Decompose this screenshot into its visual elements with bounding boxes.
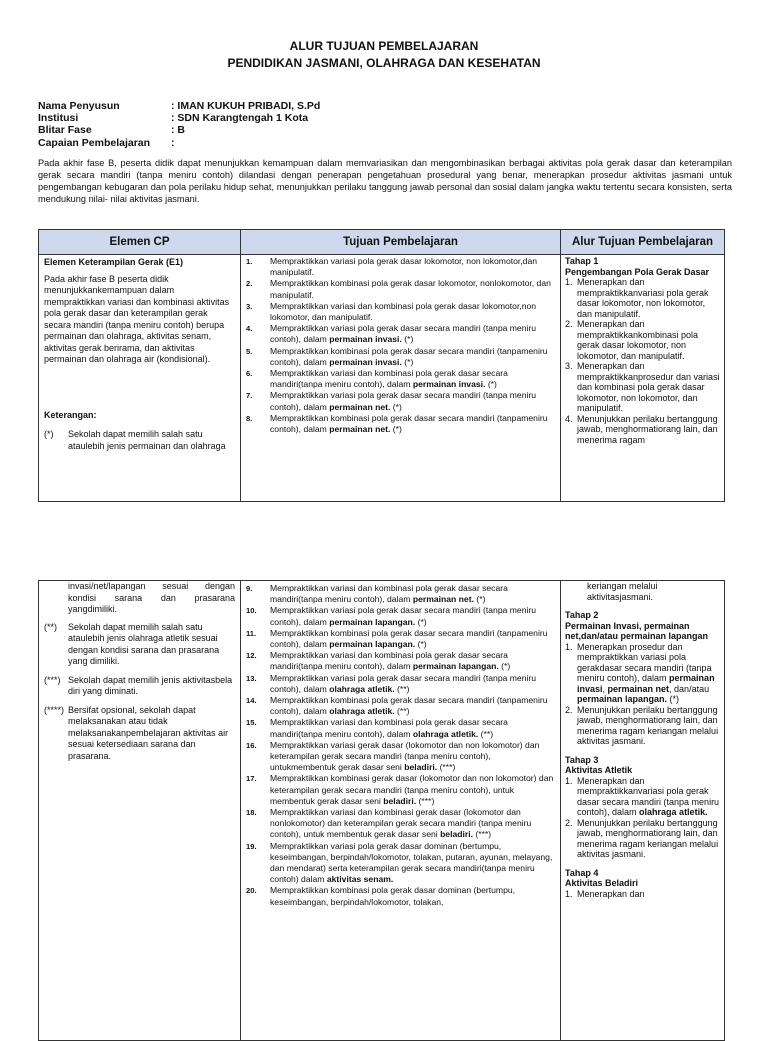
emphasis-text: permainan net. (412, 594, 474, 605)
emphasis-text: permainan net. (329, 424, 391, 435)
tujuan-text (270, 323, 557, 345)
tujuan-item (244, 413, 557, 435)
item-text: Menerapkan dan mempraktikkanvariasi pola gerak dasar lokomotor, non lokomotor, dan manipulatif. (577, 277, 709, 319)
item-text: (*) (667, 694, 680, 704)
emphasis-text: permainan invasi. (329, 334, 402, 345)
item-text: (*) (498, 661, 511, 672)
item-text: (*) (401, 356, 414, 367)
tujuan-text (270, 841, 557, 886)
tujuan-number: 2. (246, 279, 253, 289)
tujuan-cell (241, 255, 561, 502)
tujuan-text (270, 368, 557, 390)
atp-table-page-2 (38, 580, 725, 1041)
tujuan-text (270, 695, 557, 717)
tahap-text (577, 776, 720, 818)
tahap-3-subtitle: Aktivitas Atletik (565, 765, 633, 775)
item-text: Menunjukkan perilaku bertanggung jawab, menghormatiorang lain, dan menerima ragam (577, 413, 718, 445)
tujuan-text (270, 650, 557, 672)
elemen-description: Pada akhir fase B peserta didik menunjukkankemampuan dalam mempraktikkan variasi dan kombinasi aktivitas pola gerak dasar dan keterampilan gerak secara mandiri (tanpa meniru contoh) berupa permainan dan olahraga, aktivitas senam, aktivitas gerak berirama, dan aktivitas permainan dan olahraga air (kondisional). (44, 273, 230, 364)
tahap-item (565, 414, 720, 446)
tujuan-text (270, 717, 557, 739)
document-page-1 (0, 0, 768, 520)
tahap-number: 3. (565, 361, 573, 371)
item-text: (*) (415, 616, 427, 627)
atp-table-page-1 (38, 229, 725, 502)
tahap-3-list (565, 776, 720, 860)
keterangan-item (44, 622, 235, 668)
keterangan-mark: (***) (44, 674, 61, 685)
item-text: , (602, 683, 608, 694)
tujuan-item (244, 740, 557, 774)
tujuan-item (244, 368, 557, 390)
tujuan-list-cont (244, 583, 557, 908)
tujuan-number: 14. (246, 696, 257, 706)
tujuan-item (244, 695, 557, 717)
tahap-number: 4. (565, 413, 573, 424)
item-text: Mempraktikkan kombinasi gerak dasar (lokomotor dan non lokomotor) dan keterampilan gerak secara mandiri (tanpa meniru contoh), untuk membentuk gerak dasar seni (270, 773, 554, 806)
tujuan-item (244, 346, 557, 368)
tujuan-number: 3. (246, 301, 253, 311)
emphasis-text: beladiri. (440, 829, 474, 840)
item-text: Mempraktikkan variasi pola gerak dasar secara mandiri (tanpa meniru contoh), dalam (270, 390, 537, 412)
item-text: Mempraktikkan variasi pola gerak dasar secara mandiri (tanpa meniru contoh), dalam (270, 605, 537, 627)
meta-row-capaian: Capaian Pembelajaran : (38, 137, 175, 149)
keterangan-list (44, 429, 235, 452)
tujuan-number: 11. (246, 628, 257, 638)
tujuan-number: 13. (246, 673, 257, 683)
tahap-number: 2. (565, 319, 573, 329)
tahap-item (565, 889, 720, 900)
tujuan-item (244, 673, 557, 695)
tahap-item (565, 642, 720, 705)
alur-cell (561, 255, 725, 502)
tujuan-text (270, 673, 557, 695)
tujuan-number: 9. (246, 584, 253, 593)
tujuan-number: 15. (246, 718, 257, 728)
keterangan-item (44, 675, 235, 698)
document-subtitle: PENDIDIKAN JASMANI, OLAHRAGA DAN KESEHATAN (227, 56, 541, 70)
elemen-cell-cont (39, 581, 241, 1041)
tahap-3-title: Tahap 3 (565, 754, 599, 765)
tujuan-item (244, 583, 557, 605)
tujuan-text (270, 256, 557, 278)
item-text: (*) (415, 639, 427, 650)
item-text: Mempraktikkan variasi pola gerak dasar secara mandiri (tanpa meniru contoh), dalam (270, 672, 537, 694)
emphasis-text: permainan net (607, 683, 670, 694)
item-text: (*) (390, 401, 402, 412)
item-text: Menerapkan dan (577, 888, 645, 899)
item-text: Menerapkan dan mempraktikkankombinasi pola gerak dasar lokomotor, non lokomotor, dan manipulatif. (577, 319, 699, 361)
emphasis-text: permainan lapangan. (412, 661, 499, 672)
tujuan-number: 8. (246, 413, 253, 423)
item-text: Mempraktikkan kombinasi pola gerak dasar secara mandiri (tanpameniru contoh), dalam (270, 695, 548, 717)
tujuan-number: 1. (246, 257, 253, 266)
tujuan-text (270, 301, 557, 323)
keterangan-list-cont (44, 622, 235, 763)
tahap-number: 1. (565, 775, 573, 786)
tujuan-text (270, 390, 557, 412)
item-text: Mempraktikkan variasi dan kombinasi gerak dasar (lokomotor dan nonlokomotor) dan keterampilan gerak secara mandiri (tanpa meniru contoh), untuk membentuk gerak dasar seni (270, 807, 532, 840)
keterangan-mark: (**) (44, 621, 57, 632)
header-elemen-cp: Elemen CP (39, 230, 241, 255)
tujuan-number: 20. (246, 886, 257, 896)
tahap-4-subtitle: Aktivitas Beladiri (565, 878, 639, 888)
emphasis-text: permainan invasi. (412, 379, 486, 390)
tujuan-item (244, 301, 557, 323)
item-text: Mempraktikkan kombinasi pola gerak dasar lokomotor, nonlokomotor, dan manipulatif. (270, 278, 551, 300)
emphasis-text: olahraga atletik. (639, 807, 708, 817)
item-text: Mempraktikkan kombinasi pola gerak dasar dominan (bertumpu, keseimbangan, berpindah/lokomotor, tolakan, (270, 885, 516, 907)
tahap-number: 1. (565, 888, 573, 899)
item-text: Mempraktikkan kombinasi pola gerak dasar secara mandiri (tanpameniru contoh), dalam (270, 412, 548, 435)
elemen-title: Elemen Keterampilan Gerak (E1) (44, 257, 184, 267)
emphasis-text: permainan lapangan. (329, 616, 416, 627)
tahap-1-title: Tahap 1 (565, 256, 599, 266)
item-text: Menerapkan prosedur dan mempraktikkan variasi pola gerakdasar secara mandiri (tanpa meniru contoh), dalam (577, 641, 712, 683)
tujuan-number: 10. (246, 606, 257, 616)
tujuan-number: 6. (246, 369, 253, 379)
tujuan-number: 16. (246, 740, 257, 750)
item-text: (*) (401, 334, 414, 345)
tahap-number: 2. (565, 817, 573, 828)
tujuan-list (244, 256, 557, 435)
tujuan-item (244, 650, 557, 672)
alur-cell-cont (561, 581, 725, 1041)
meta-row-institusi: Institusi : SDN Karangtengah 1 Kota (38, 112, 309, 124)
item-text: (**) (394, 683, 410, 694)
tujuan-text (270, 740, 557, 774)
tahap-4-title: Tahap 4 (565, 867, 599, 878)
tujuan-item (244, 256, 557, 278)
keterangan-item (44, 429, 235, 452)
keterangan-mark: (*) (44, 429, 54, 439)
tujuan-text (270, 278, 557, 300)
tahap-text (577, 642, 720, 705)
tahap-1-continuation: keriangan melalui aktivitasjasmani. (587, 581, 658, 602)
emphasis-text: beladiri. (383, 795, 417, 806)
tahap-number: 2. (565, 704, 573, 715)
keterangan-text: Sekolah dapat memilih salah satu ataulebih jenis olahraga atletik sesuai dengan kondisi sarana dan prasarana yang dimiliki. (68, 621, 220, 666)
tahap-2-title: Tahap 2 (565, 610, 599, 620)
item-text: Mempraktikkan kombinasi pola gerak dasar secara mandiri (tanpameniru contoh), dalam (270, 345, 548, 367)
tahap-item (565, 319, 720, 361)
tahap-item (565, 361, 720, 414)
tahap-text (577, 705, 720, 747)
item-text: (***) (416, 795, 435, 806)
tujuan-item (244, 841, 557, 886)
item-text: Mempraktikkan variasi dan kombinasi pola gerak dasar secara mandiri(tanpa meniru contoh), dalam (270, 583, 508, 605)
item-text: (**) (478, 728, 494, 739)
header-alur: Alur Tujuan Pembelajaran (561, 230, 725, 255)
emphasis-text: permainan lapangan. (329, 639, 416, 650)
tujuan-item (244, 773, 557, 807)
item-text: Mempraktikkan variasi pola gerak dasar dominan (bertumpu, keseimbangan, berpindah/lokomotor, tolakan, putaran, ayunan, melayang, dan mendarat) serta keterampilan gerak secara mandiri(tanpa meniru contoh) dalam (270, 840, 553, 885)
item-text: Mempraktikkan variasi pola gerak dasar secara mandiri (tanpa meniru contoh), dalam (270, 323, 537, 345)
item-text: (*) (473, 594, 486, 605)
item-text: Mempraktikkan variasi dan kombinasi pola gerak dasar lokomotor,non lokomotor, dan manipulatif. (270, 300, 537, 323)
tahap-number: 1. (565, 641, 573, 652)
keterangan-text: Sekolah dapat memilih salah satu ataulebih jenis permainan dan olahraga (68, 429, 226, 451)
keterangan-mark: (****) (44, 704, 65, 715)
keterangan-item (44, 705, 235, 763)
tujuan-text (270, 346, 557, 368)
tujuan-number: 7. (246, 391, 253, 401)
keterangan-label: Keterangan: (44, 409, 97, 420)
emphasis-text: permainan lapangan. (577, 694, 668, 704)
tujuan-item (244, 323, 557, 345)
tahap-1-list (565, 277, 720, 445)
tujuan-text (270, 605, 557, 627)
tahap-text (577, 889, 720, 900)
document-title: ALUR TUJUAN PEMBELAJARAN (289, 39, 479, 53)
item-text: (***) (473, 829, 492, 840)
tujuan-number: 19. (246, 841, 257, 851)
elemen-cell (39, 255, 241, 502)
tujuan-number: 18. (246, 808, 257, 818)
tujuan-cell-cont (241, 581, 561, 1041)
capaian-paragraph: Pada akhir fase B, peserta didik dapat menunjukkan kemampuan dalam memvariasikan dan mengombinasikan berbagai aktivitas pola gerak dasar dan keterampilan gerak secara mandiri (tanpa meniru contoh) dilandasi dengan penerapan pengetahuan prosedural yang benar, menerapkan prosedur aktivitas jasmani untuk pengembangan kebugaran dan pola perilaku hidup sehat, menunjukkan perilaku tanggung jawab personal dan sosial dalam jangka waktu tertentu secara konsisten, serta mendukung nilai- nilai aktivitas jasmani. (38, 158, 732, 204)
tahap-1-subtitle: Pengembangan Pola Gerak Dasar (565, 266, 710, 277)
tujuan-item (244, 278, 557, 300)
item-text: Mempraktikkan variasi dan kombinasi pola gerak dasar secara mandiri(tanpa meniru contoh), dalam (270, 717, 508, 739)
item-text: Mempraktikkan variasi gerak dasar (lokomotor dan non lokomotor) dan keterampilan gerak secara mandiri (tanpa meniru contoh), untukmembentuk gerak dasar seni (270, 739, 540, 773)
tujuan-item (244, 885, 557, 907)
tahap-text (577, 414, 720, 446)
item-text: (*) (485, 379, 497, 390)
meta-row-penyusun: Nama Penyusun : IMAN KUKUH PRIBADI, S.Pd (38, 100, 321, 112)
tujuan-item (244, 605, 557, 627)
tahap-number: 1. (565, 277, 573, 287)
item-text: Mempraktikkan variasi pola gerak dasar lokomotor, non lokomotor,dan manipulatif. (270, 256, 538, 278)
tujuan-number: 17. (246, 774, 257, 784)
item-text: (***) (437, 762, 456, 773)
tujuan-item (244, 390, 557, 412)
emphasis-text: beladiri. (404, 762, 438, 773)
item-text: Menerapkan dan mempraktikkanvariasi pola gerak dasar secara mandiri (tanpa meniru contoh), dalam (577, 775, 720, 817)
emphasis-text: aktivitas senam. (326, 874, 394, 885)
tahap-item (565, 776, 720, 818)
tahap-item (565, 705, 720, 747)
tahap-text (577, 277, 720, 319)
tujuan-number: 5. (246, 346, 253, 356)
tahap-4-list (565, 889, 720, 900)
emphasis-text: permainan net. (329, 401, 391, 412)
emphasis-text: permainan invasi. (329, 356, 402, 367)
item-text: (*) (390, 424, 402, 435)
tahap-text (577, 361, 720, 414)
emphasis-text: permainan invasi (577, 673, 715, 694)
elemen-continuation: invasi/net/lapangan sesuai dengan kondisi sarana dan prasarana yangdimiliki. (68, 581, 235, 614)
tujuan-item (244, 628, 557, 650)
item-text: Mempraktikkan variasi dan kombinasi pola gerak dasar secara mandiri(tanpa meniru contoh), dalam (270, 650, 508, 672)
tujuan-text (270, 583, 557, 605)
tujuan-number: 12. (246, 651, 257, 661)
tujuan-number: 4. (246, 324, 253, 334)
item-text: Menerapkan dan mempraktikkanprosedur dan variasi dan kombinasi pola gerak dasar lokomotor, non lokomotor, dan manipulatif. (577, 361, 720, 413)
tahap-item (565, 818, 720, 860)
document-page-2 (0, 580, 768, 1024)
item-text: Mempraktikkan kombinasi pola gerak dasar secara mandiri (tanpameniru contoh), dalam (270, 627, 548, 650)
meta-row-fase: Blitar Fase : B (38, 124, 185, 136)
tahap-text (577, 818, 720, 860)
tujuan-text (270, 807, 557, 841)
item-text: Menunjukkan perilaku bertanggung jawab, menghormatiorang lain, dan menerima ragam keriangan melalui aktivitas jasmani. (577, 704, 719, 746)
tujuan-text (270, 885, 557, 907)
tujuan-text (270, 628, 557, 650)
keterangan-text: Sekolah dapat memilih jenis aktivitasbela diri yang diminati. (68, 674, 233, 696)
emphasis-text: olahraga atletik. (329, 706, 395, 717)
header-tujuan: Tujuan Pembelajaran (241, 230, 561, 255)
tujuan-text (270, 773, 557, 807)
tahap-text (577, 319, 720, 361)
tahap-2-list (565, 642, 720, 747)
tujuan-item (244, 807, 557, 841)
item-text: Menunjukkan perilaku bertanggung jawab, menghormatiorang lain, dan menerima ragam keriangan melalui aktivitas jasmani. (577, 817, 719, 859)
tujuan-item (244, 717, 557, 739)
keterangan-text: Bersifat opsional, sekolah dapat melaksanakan atau tidak melaksanakanpembelajaran aktivitas air sesuai ketersediaan sarana dan prasarana. (68, 704, 229, 761)
item-text: Mempraktikkan variasi dan kombinasi pola gerak dasar secara mandiri(tanpa meniru contoh), dalam (270, 368, 508, 390)
tahap-2-subtitle: Permainan Invasi, permainan net,dan/atau permainan lapangan (565, 620, 709, 641)
tujuan-text (270, 413, 557, 435)
tahap-item (565, 277, 720, 319)
emphasis-text: olahraga atletik. (329, 683, 395, 694)
item-text: (**) (394, 706, 410, 717)
emphasis-text: olahraga atletik. (412, 728, 479, 739)
item-text: , dan/atau (669, 683, 710, 694)
